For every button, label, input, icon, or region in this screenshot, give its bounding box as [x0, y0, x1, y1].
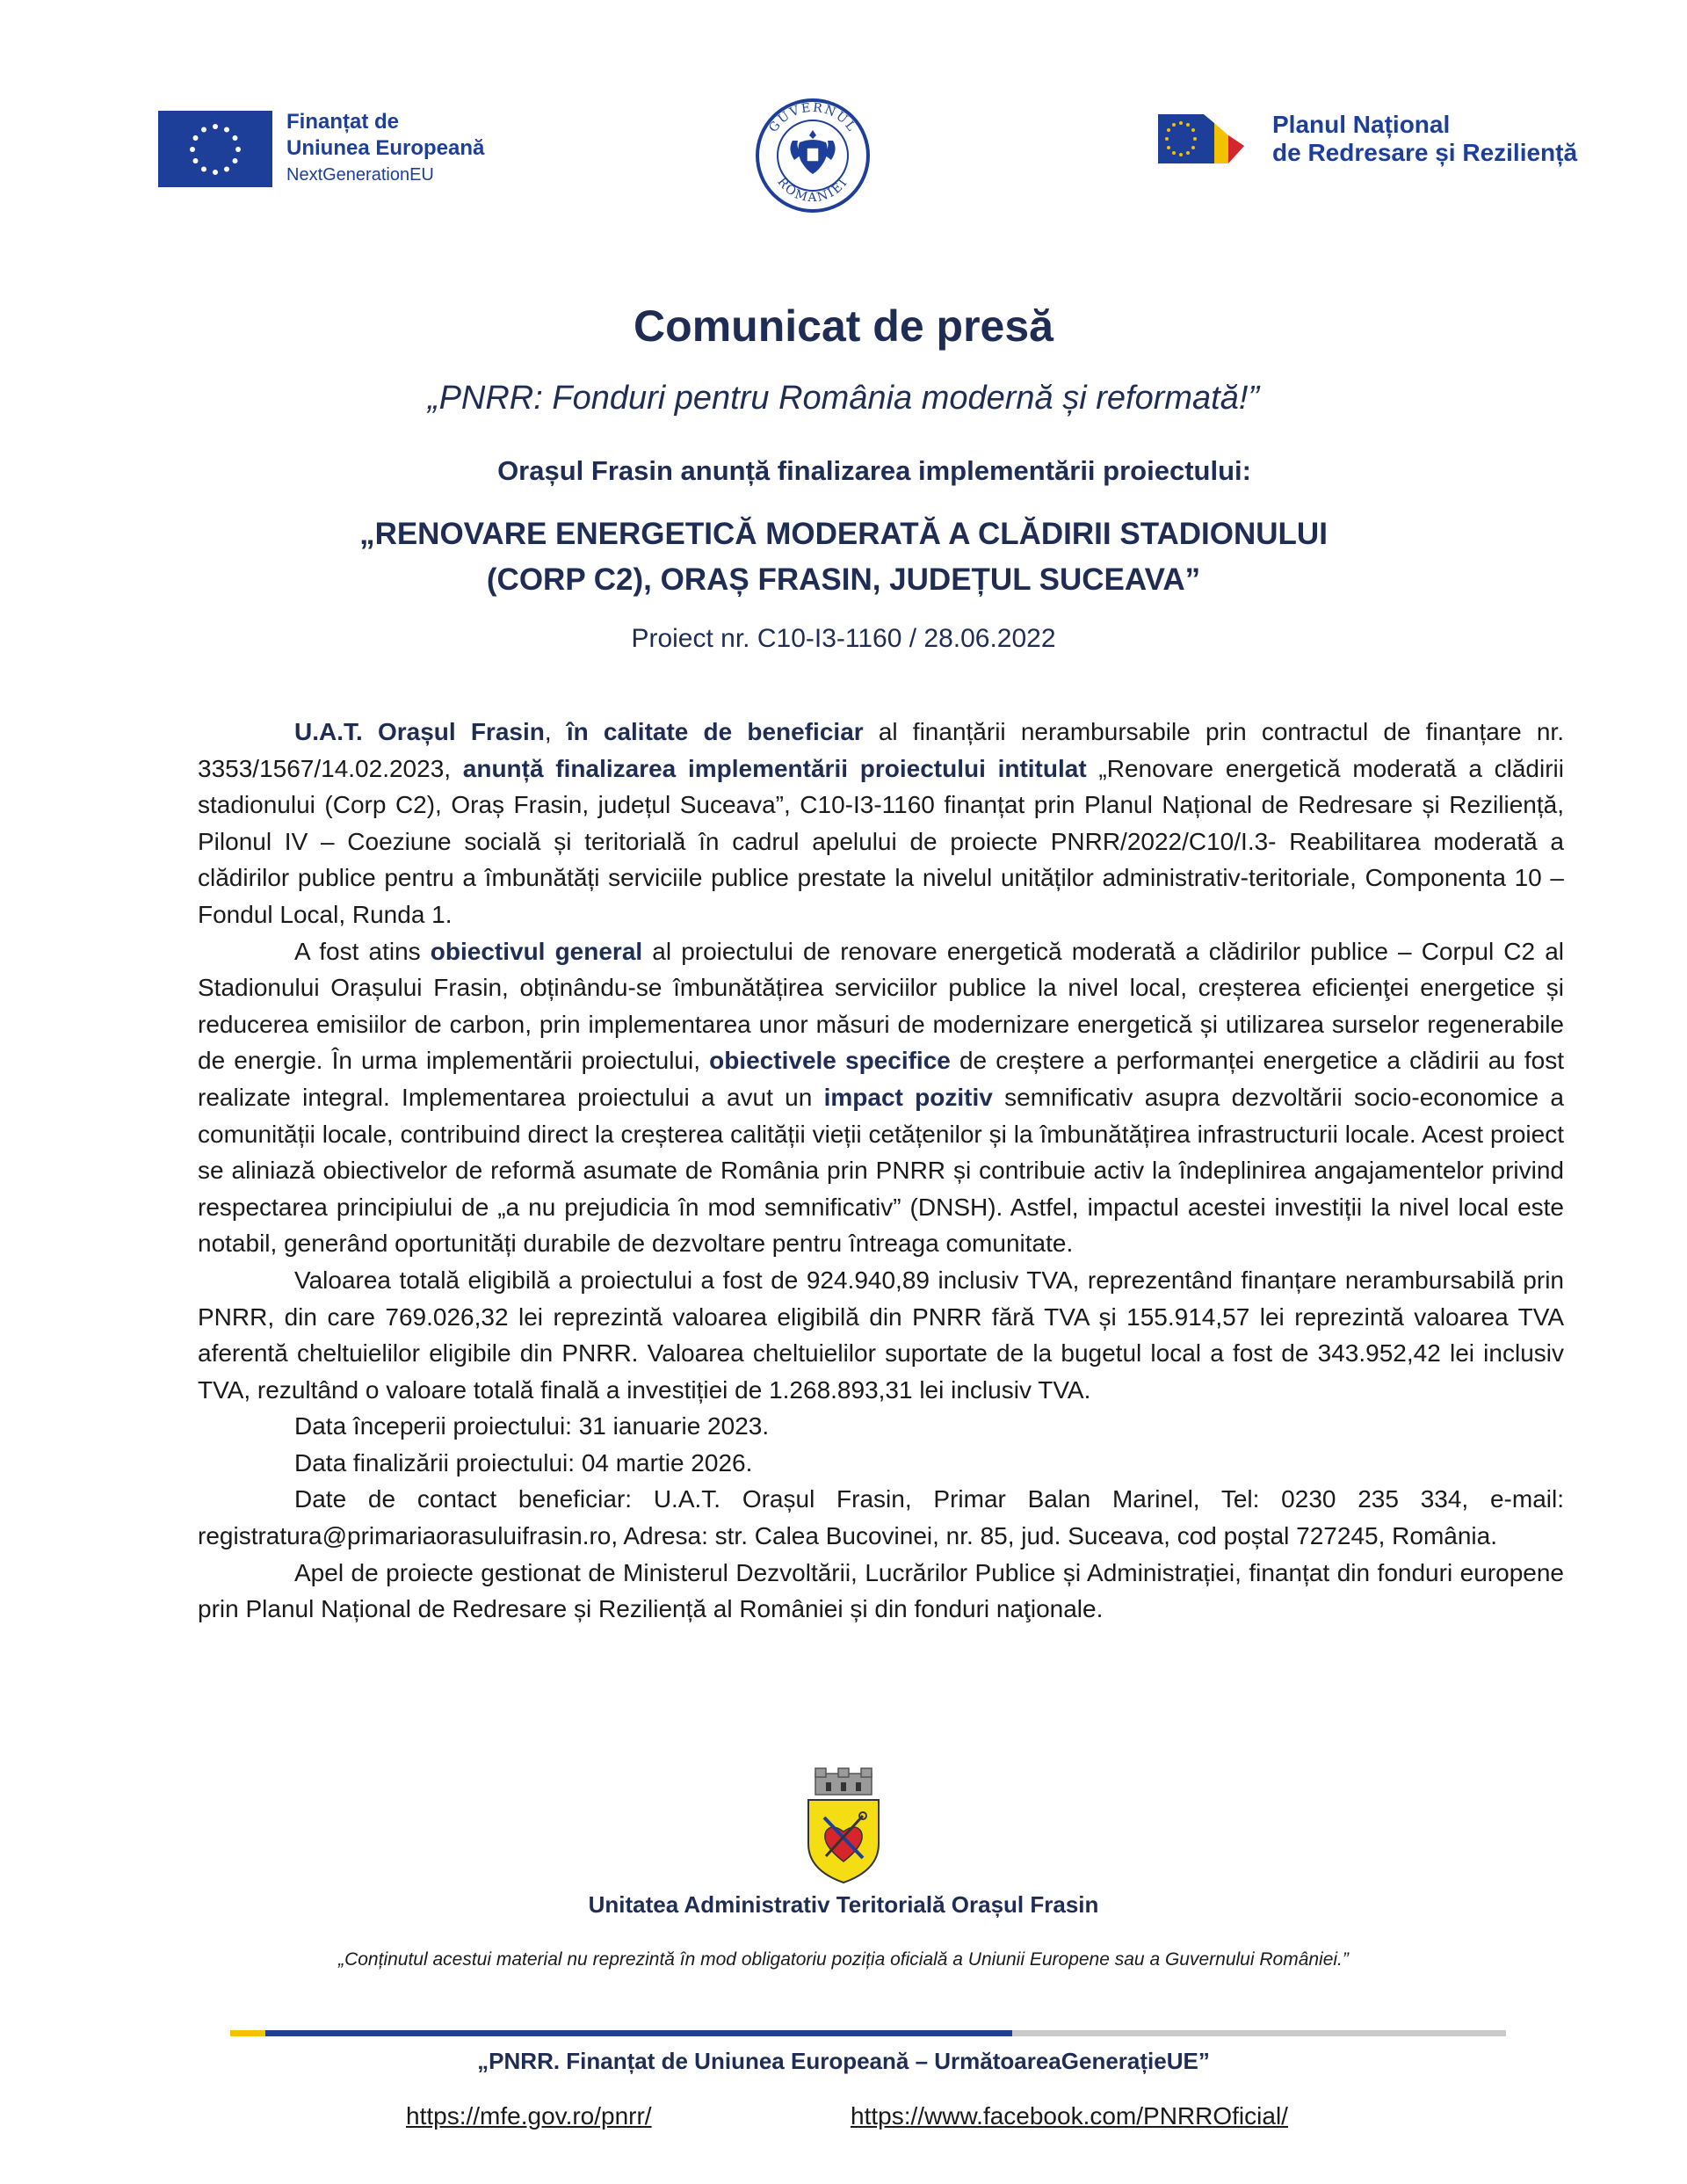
text-run: al finanțării nerambursabile prin contractul de finanțare nr. 3353/1567/14.02.2023,: [198, 718, 1564, 782]
paragraph-value: Valoarea totală eligibilă a proiectului a fost de 924.940,89 inclusiv TVA, reprezentând finanțare nerambursabilă prin PNRR, din care 769.026,32 lei reprezintă valoarea eligibilă din PNRR fără TVA și 155.914,57 lei reprezintă valoarea TVA aferentă cheltuielilor eligibile din PNRR. Valoarea cheltuielilor suportate de la bugetul local a fost de 343.952,42 lei inclusiv TVA, rezultând o valoare totală finală a investiției de 1.268.893,31 lei inclusiv TVA.: [198, 1266, 1564, 1404]
paragraph-start-date: Data începerii proiectului: 31 ianuarie 2023.: [294, 1412, 770, 1440]
facebook-pnrr-link[interactable]: https://www.facebook.com/PNRROficial/: [851, 2102, 1288, 2130]
page-title: Comunicat de presă: [634, 301, 1053, 351]
project-title: [0, 512, 1687, 603]
paragraph-beneficiary: [198, 714, 1564, 933]
mfe-pnrr-link[interactable]: https://mfe.gov.ro/pnrr/: [406, 2102, 652, 2130]
text-run: de creștere a performanței energetice a clădirii au fost realizate integral. Implementarea proiectului a avut un: [198, 1047, 1564, 1111]
pnrr-logo-line1: Planul Național: [1272, 111, 1451, 138]
text-run: semnificativ asupra dezvoltării socio-economice a comunității locale, contribuind direct la creșterea calității vieții cetățenilor și la îmbunătățirea infrastructurii locale. Acest proiect se aliniază obiectivelor de reformă asumate de România prin PNRR și contribuie activ la îndeplinirea angajamentelor privind respectarea principiului de „a nu prejudicia în mod semnificativ” (DNSH). Astfel, impactul acestei investiții la nivel local este notabil, generând oportunități durabile de dezvoltare pentru întreaga comunitate.: [198, 1083, 1564, 1258]
pnrr-flag-icon: [1158, 111, 1271, 167]
svg-text:ROMÂNIEI: ROMÂNIEI: [774, 175, 851, 206]
project-title-line2: (CORP C2), ORAȘ FRASIN, JUDEȚUL SUCEAVA”: [486, 562, 1201, 597]
footer-divider: [230, 2030, 1506, 2036]
paragraph-contact: Date de contact beneficiar: U.A.T. Orașul Frasin, Primar Balan Marinel, Tel: 0230 235 334, e-mail: registratura@primariaorasuluifrasin.ro, Adresa: str. Calea Bucovinei, nr. 85, jud. Suceava, cod poștal 727245, România.: [198, 1485, 1564, 1550]
announcement: Orașul Frasin anunță finalizarea implementării proiectului:: [497, 455, 1251, 486]
bold-text: obiectivul general: [430, 937, 643, 965]
eu-logo-line1: Finanțat de: [286, 110, 400, 134]
paragraph-end-date: Data finalizării proiectului: 04 martie 2026.: [294, 1448, 753, 1477]
eu-logo-text: [286, 109, 484, 188]
frasin-coat-of-arms: [791, 1767, 896, 1885]
pnrr-logo-text: [1272, 111, 1577, 167]
bold-text: U.A.T. Orașul Frasin: [294, 718, 545, 745]
eu-funding-logo: [158, 109, 484, 188]
text-run: ,: [544, 718, 567, 745]
text-run: „Renovare energetică moderată a clădirii stadionului (Corp C2), Oraș Frasin, județul Suceava”, C10-I3-1160 finanțat prin Planul Național de Redresare și Reziliență, Pilonul IV – Coeziune socială și teritorială în cadrul apelului de proiecte PNRR/2022/C10/I.3- Reabilitarea moderată a clădirilor publice pentru a îmbunătăți serviciile publice prestate la nivelul unităților administrativ-teritoriale, Componenta 10 – Fondul Local, Runda 1.: [198, 754, 1564, 928]
text-run: al proiectului de renovare energetică moderată a clădirilor publice – Corpul C2 al Stadionului Orașului Frasin, obținându-se îmbunătățirea serviciilor publice la nivel local, creșterea eficienţei energetice și reducerea emisiilor de carbon, prin implementarea unor măsuri de modernizare energetică și utilizarea surselor regenerabile de energie. În urma implementării proiectului,: [198, 937, 1564, 1075]
bold-text: obiectivele specifice: [709, 1047, 951, 1075]
paragraph-call: Apel de proiecte gestionat de Ministerul Dezvoltării, Lucrărilor Publice și Administrației, finanțat din fonduri europene prin Planul Național de Redresare și Reziliență al României și din fonduri naţionale.: [198, 1558, 1564, 1623]
eu-logo-line3: NextGenerationEU: [286, 165, 434, 185]
bold-text: impact pozitiv: [823, 1083, 993, 1111]
footer-divider-accent: [230, 2030, 265, 2036]
project-title-line1: „RENOVARE ENERGETICĂ MODERATĂ A CLĂDIRII STADIONULUI: [359, 517, 1328, 551]
bold-text: anunță finalizarea implementării proiectului intitulat: [462, 754, 1087, 782]
eu-logo-line2: Uniunea Europeană: [286, 136, 485, 160]
bold-text: în calitate de beneficiar: [566, 718, 864, 745]
eu-flag-icon: [158, 111, 272, 187]
press-release-body: [198, 714, 1564, 1628]
slogan: „PNRR: Fonduri pentru România modernă și reformată!”: [427, 380, 1260, 417]
paragraph-objectives: [198, 933, 1564, 1262]
text-run: A fost atins: [294, 937, 431, 965]
uat-name: Unitatea Administrativ Teritorială Orașul Frasin: [588, 1891, 1099, 1918]
disclaimer: „Conținutul acestui material nu reprezintă în mod obligatoriu poziția oficială a Uniunii Europene sau a Guvernului României.”: [338, 1949, 1349, 1970]
pnrr-logo-line2: de Redresare și Reziliență: [1272, 139, 1578, 166]
project-number: Proiect nr. C10-I3-1160 / 28.06.2022: [631, 624, 1056, 653]
footer-slogan: „PNRR. Finanțat de Uniunea Europeană – UrmătoareaGenerațieUE”: [477, 2048, 1210, 2074]
romanian-government-seal: [754, 97, 872, 214]
pnrr-logo: [1158, 111, 1577, 167]
svg-text:GUVERNUL: GUVERNUL: [766, 100, 859, 135]
footer-divider-blue: [265, 2030, 1012, 2036]
